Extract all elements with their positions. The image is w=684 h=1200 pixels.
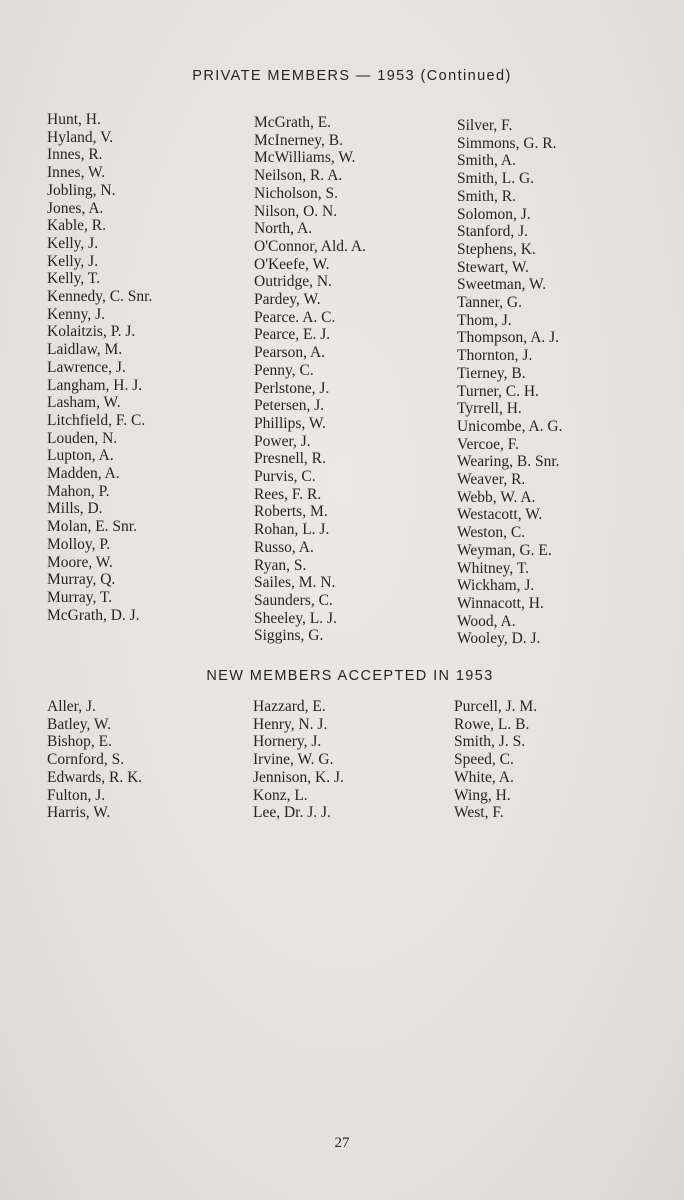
member-name: Penny, C. xyxy=(254,361,314,379)
member-name: Lupton, A. xyxy=(47,447,114,465)
member-name: Laidlaw, M. xyxy=(47,341,123,359)
member-name: Louden, N. xyxy=(47,429,118,447)
member-name: Jobling, N. xyxy=(47,181,116,199)
member-name: Rowe, L. B. xyxy=(454,715,530,733)
member-name: McGrath, D. J. xyxy=(47,606,140,624)
member-name: Sweetman, W. xyxy=(457,276,547,294)
member-name: Kelly, J. xyxy=(47,252,99,270)
member-name: Petersen, J. xyxy=(254,397,325,415)
member-name: Stewart, W. xyxy=(457,258,529,276)
member-name: Vercoe, F. xyxy=(457,435,520,453)
member-name: Innes, W. xyxy=(47,164,106,182)
member-name: O'Keefe, W. xyxy=(254,255,330,273)
member-name: Wood, A. xyxy=(457,612,516,630)
member-name: Smith, A. xyxy=(457,152,517,170)
private-members-column-1 xyxy=(47,111,152,624)
member-name: Lee, Dr. J. J. xyxy=(253,804,331,822)
new-members-column-1 xyxy=(47,698,142,822)
member-name: Kolaitzis, P. J. xyxy=(47,323,136,341)
member-name: Stanford, J. xyxy=(457,223,529,241)
member-name: O'Connor, Ald. A. xyxy=(254,237,366,255)
member-name: Rees, F. R. xyxy=(254,485,322,503)
member-name: Tierney, B. xyxy=(457,364,526,382)
new-members-column-2 xyxy=(253,698,344,822)
new-members-heading: NEW MEMBERS ACCEPTED IN 1953 xyxy=(206,668,494,684)
member-name: Wing, H. xyxy=(454,786,511,804)
member-name: Molan, E. Snr. xyxy=(47,518,137,536)
member-name: Kelly, J. xyxy=(47,234,99,252)
member-name: Mahon, P. xyxy=(47,482,110,500)
member-name: White, A. xyxy=(454,768,514,786)
member-name: Sailes, M. N. xyxy=(254,574,336,592)
member-name: Hornery, J. xyxy=(253,733,322,751)
member-name: Weaver, R. xyxy=(457,471,526,489)
member-name: Russo, A. xyxy=(254,538,314,556)
member-name: Power, J. xyxy=(254,432,311,450)
member-name: Unicombe, A. G. xyxy=(457,417,563,435)
member-name: Kennedy, C. Snr. xyxy=(47,288,153,306)
member-name: Turner, C. H. xyxy=(457,382,539,400)
member-name: Langham, H. J. xyxy=(47,376,143,394)
member-name: Tanner, G. xyxy=(457,294,523,312)
member-name: Pearce. A. C. xyxy=(254,308,336,326)
member-name: Weyman, G. E. xyxy=(457,541,552,559)
member-name: Smith, L. G. xyxy=(457,170,535,188)
member-name: Konz, L. xyxy=(253,786,308,804)
member-name: McInerney, B. xyxy=(254,131,343,149)
member-name: Murray, Q. xyxy=(47,571,116,589)
member-name: Webb, W. A. xyxy=(457,488,536,506)
member-name: Hunt, H. xyxy=(47,111,101,128)
member-name: Nicholson, S. xyxy=(254,184,338,202)
member-name: Harris, W. xyxy=(47,804,111,822)
private-members-column-2 xyxy=(254,114,366,645)
private-members-heading: PRIVATE MEMBERS — 1953 (Continued) xyxy=(192,68,512,84)
member-name: Purcell, J. M. xyxy=(454,698,538,715)
member-name: Batley, W. xyxy=(47,715,112,733)
member-name: North, A. xyxy=(254,220,313,238)
member-name: Wooley, D. J. xyxy=(457,630,541,648)
member-name: Rohan, L. J. xyxy=(254,521,330,539)
member-name: Moore, W. xyxy=(47,553,113,571)
member-name: Innes, R. xyxy=(47,146,103,164)
member-name: Pearce, E. J. xyxy=(254,326,331,344)
member-name: Solomon, J. xyxy=(457,205,531,223)
member-name: Madden, A. xyxy=(47,465,120,483)
member-name: Smith, R. xyxy=(457,187,517,205)
member-name: Bishop, E. xyxy=(47,733,113,751)
member-name: Lasham, W. xyxy=(47,394,121,412)
member-name: Molloy, P. xyxy=(47,535,111,553)
member-name: Pardey, W. xyxy=(254,291,321,309)
member-name: Neilson, R. A. xyxy=(254,167,343,185)
member-name: Winnacott, H. xyxy=(457,594,544,612)
member-name: Weston, C. xyxy=(457,524,526,542)
member-name: Thornton, J. xyxy=(457,347,533,365)
member-name: Purvis, C. xyxy=(254,468,316,486)
member-name: Hazzard, E. xyxy=(253,698,326,715)
member-name: Jones, A. xyxy=(47,199,104,217)
member-name: Hyland, V. xyxy=(47,128,114,146)
member-name: Edwards, R. K. xyxy=(47,768,143,786)
member-name: Perlstone, J. xyxy=(254,379,330,397)
private-members-column-3 xyxy=(457,117,562,648)
member-name: Lawrence, J. xyxy=(47,358,126,376)
member-name: Speed, C. xyxy=(454,751,514,769)
member-name: McGrath, E. xyxy=(254,114,332,131)
member-name: Thom, J. xyxy=(457,311,512,329)
member-name: Jennison, K. J. xyxy=(253,768,344,786)
member-name: Outridge, N. xyxy=(254,273,332,291)
member-name: Pearson, A. xyxy=(254,344,326,362)
member-name: Nilson, O. N. xyxy=(254,202,338,220)
member-name: Smith, J. S. xyxy=(454,733,526,751)
member-name: Kable, R. xyxy=(47,217,106,235)
member-name: Ryan, S. xyxy=(254,556,307,574)
member-name: Wickham, J. xyxy=(457,577,535,595)
member-name: Henry, N. J. xyxy=(253,715,328,733)
member-name: Mills, D. xyxy=(47,500,103,518)
member-name: Phillips, W. xyxy=(254,414,326,432)
member-name: Kenny, J. xyxy=(47,305,105,323)
member-name: Silver, F. xyxy=(457,117,513,134)
page-number: 27 xyxy=(334,1135,350,1151)
member-name: Thompson, A. J. xyxy=(457,329,560,347)
member-name: Murray, T. xyxy=(47,588,113,606)
member-name: Tyrrell, H. xyxy=(457,400,522,418)
new-members-column-3 xyxy=(454,698,537,822)
member-name: Presnell, R. xyxy=(254,450,326,468)
member-name: Simmons, G. R. xyxy=(457,134,557,152)
member-name: Whitney, T. xyxy=(457,559,530,577)
member-name: Cornford, S. xyxy=(47,751,125,769)
member-name: Wearing, B. Snr. xyxy=(457,453,560,471)
member-name: Westacott, W. xyxy=(457,506,543,524)
member-name: Stephens, K. xyxy=(457,240,536,258)
member-name: West, F. xyxy=(454,804,504,822)
member-name: Roberts, M. xyxy=(254,503,328,521)
member-name: Fulton, J. xyxy=(47,786,106,804)
member-name: Irvine, W. G. xyxy=(253,751,334,769)
member-name: Saunders, C. xyxy=(254,591,333,609)
member-name: Siggins, G. xyxy=(254,627,324,645)
member-name: Sheeley, L. J. xyxy=(254,609,337,627)
member-name: McWilliams, W. xyxy=(254,149,356,167)
member-name: Kelly, T. xyxy=(47,270,101,288)
member-name: Aller, J. xyxy=(47,698,96,715)
member-name: Litchfield, F. C. xyxy=(47,411,146,429)
